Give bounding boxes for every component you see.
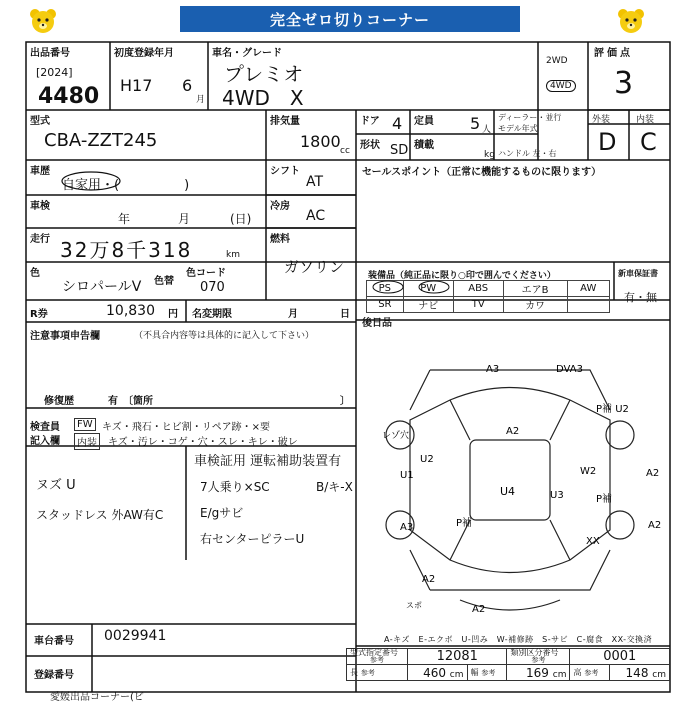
shape-value: SD	[390, 143, 409, 158]
circle-mark-icon	[370, 280, 406, 294]
height-unit: cm	[652, 669, 666, 680]
car-name-label: 車名・グレード	[212, 48, 282, 59]
fw-items: キズ・飛石・ヒビ割・リペア跡・×要	[102, 422, 270, 433]
mark-a2-bottom: A2	[422, 574, 436, 585]
ext-label: 外装	[592, 115, 611, 125]
circle-mark-icon	[60, 170, 122, 192]
height-sub: 参考	[584, 669, 599, 677]
remark-left1: ヌズ U	[36, 478, 76, 493]
first-reg-month: 6	[182, 76, 193, 95]
repair-label: 修復歴	[44, 396, 74, 407]
inspection-label: 車検	[30, 201, 50, 212]
type-desig-sub: 参考	[370, 656, 384, 664]
equipment-label: 装備品（純正品に限り○印で囲んでください）	[368, 271, 556, 281]
length-value: 460	[423, 665, 446, 680]
registration-label: 登録番号	[34, 670, 74, 681]
model-year-label: モデル年式	[498, 124, 538, 133]
mark-a3-top: A3	[486, 364, 500, 375]
mark-u2-left: U2	[420, 454, 434, 465]
car-name: プレミオ	[224, 62, 304, 86]
recycle-label: R券	[30, 309, 48, 320]
equip-leather: カワ	[503, 297, 567, 313]
sales-point-label: セールスポイント（正常に機能するものに限ります）	[362, 167, 602, 178]
shape-label: 形状	[360, 140, 380, 151]
warranty-label: 新車保証書	[618, 269, 658, 278]
first-reg-year: H17	[120, 76, 153, 95]
mark-a2-right2: A2	[648, 520, 662, 531]
recycle-unit: 円	[168, 309, 178, 320]
doors-label: ドア	[360, 116, 380, 127]
repair-close: 〕	[340, 396, 350, 407]
length-sub: 参考	[360, 669, 375, 677]
shift-label: シフト	[270, 166, 300, 177]
mark-a2-front: A2	[506, 426, 520, 437]
class-sub: 参考	[531, 656, 546, 664]
ac-value: AC	[306, 208, 326, 224]
mark-u3: U3	[550, 490, 564, 501]
vehicle-type-label: 車歴	[30, 166, 50, 177]
displacement-label: 排気量	[270, 116, 300, 127]
width-unit: cm	[552, 669, 567, 680]
ac-label: 冷房	[270, 201, 290, 212]
type-desig-label: 型式指定番号	[350, 648, 398, 657]
width-sub: 参考	[481, 669, 496, 677]
handle-label: ハンドル 左・右	[498, 149, 557, 158]
first-reg-month-unit: 月	[196, 95, 206, 105]
fw-label: FW	[74, 418, 96, 431]
car-grade: 4WD X	[222, 86, 304, 110]
mileage-value: 32万8千318	[60, 238, 193, 262]
mark-slide: レゾ穴	[382, 431, 410, 441]
height-value: 148	[625, 665, 649, 680]
int-label: 内装	[636, 115, 655, 125]
rear-seat-label: 後日品	[362, 318, 392, 329]
ext-value: D	[598, 128, 617, 156]
remark-line4: E/gサビ	[200, 506, 244, 520]
score-value: 3	[614, 66, 634, 101]
dealer-label: ディーラー・並行	[498, 113, 562, 122]
mark-xx: XX	[586, 536, 600, 547]
first-reg-label: 初度登録年月	[114, 48, 174, 59]
vehicle-type-value: 自家用・( )	[62, 178, 190, 193]
length-label: 長	[350, 668, 358, 677]
equip-aw: AW	[567, 281, 610, 297]
doors-value: 4	[392, 114, 403, 133]
lot-label: 出品番号	[30, 48, 70, 59]
circle-mark-icon	[416, 280, 452, 294]
chassis-value: 0029941	[104, 628, 167, 644]
mark-u4: U4	[500, 485, 516, 498]
mark-pkai-u2: P補 U2	[596, 404, 629, 415]
height-label: 高	[573, 668, 582, 677]
remark-line5: 右センターピラーU	[200, 532, 305, 546]
fuel-label: 燃料	[270, 234, 290, 245]
chassis-label: 車台番号	[34, 636, 74, 647]
load-unit: kg	[484, 150, 495, 160]
mark-dva3: DVA3	[556, 364, 583, 375]
capacity-value: 5	[470, 114, 481, 133]
mileage-unit: km	[226, 250, 240, 260]
capacity-label: 定員	[414, 116, 434, 127]
equip-airbag: エアB	[503, 281, 567, 297]
drive-4wd: 4WD	[546, 80, 576, 92]
drive-2wd: 2WD	[546, 56, 568, 66]
model-label: 型式	[30, 116, 50, 127]
length-unit: cm	[449, 669, 464, 680]
footer-text: 愛媛出品コーナー(ビ	[50, 692, 144, 703]
color-code: 070	[200, 280, 225, 295]
equip-ps: PS	[367, 281, 404, 297]
load-label: 積載	[414, 140, 434, 151]
class-label: 類別区分番号	[510, 648, 559, 657]
warranty-value: 有・無	[624, 291, 657, 304]
score-label: 評価点	[594, 48, 633, 59]
lot-number: 4480	[38, 84, 100, 109]
width-label: 幅	[470, 668, 479, 677]
int-value: C	[640, 128, 657, 156]
displacement-unit: cc	[340, 146, 350, 156]
notes-sub: （不具合内容等は具体的に記入して下さい）	[134, 331, 315, 341]
equip-navi: ナビ	[403, 297, 453, 313]
mark-pkai-right: P補	[596, 494, 613, 505]
lot-year: [2024]	[36, 66, 73, 79]
mark-a3-left: A3	[400, 522, 414, 533]
remark-line3: B/キ-X	[316, 480, 353, 494]
equip-pw: PW	[403, 281, 453, 297]
int-items-label: 内装	[74, 433, 100, 450]
remark-line1: 車検証用 運転補助装置有	[194, 454, 342, 469]
color-value: シロパールV	[62, 279, 142, 295]
model-value: CBA-ZZT245	[44, 130, 158, 151]
inspection-year-unit: 年	[118, 212, 131, 226]
shift-value: AT	[306, 174, 324, 190]
int-items: キズ・汚レ・コゲ・穴・スレ・キレ・破レ	[108, 437, 298, 448]
notes-label: 注意事項申告欄	[30, 331, 100, 342]
name-change-month: 月	[288, 309, 298, 320]
inspector-label: 検査員	[30, 422, 60, 433]
fuel-value: ガソリン	[284, 258, 345, 276]
equip-empty	[567, 297, 610, 313]
repair-value: 有 〔箇所	[108, 396, 153, 407]
equip-tv: TV	[453, 297, 503, 313]
mark-u1-left: U1	[400, 470, 414, 481]
mark-pkai-center: P補	[456, 518, 473, 529]
name-change-label: 名変期限	[192, 309, 232, 320]
mark-spo: スポ	[406, 601, 422, 610]
car-damage-diagram	[360, 330, 670, 630]
mark-a2-bottom2: A2	[472, 604, 486, 615]
displacement-value: 1800	[300, 132, 341, 151]
recycle-value: 10,830	[106, 303, 155, 319]
equip-abs: ABS	[453, 281, 503, 297]
mark-a2-right: A2	[646, 468, 660, 479]
spec-table	[346, 648, 670, 681]
inspection-day-unit: (日)	[230, 212, 252, 226]
mileage-label: 走行	[30, 234, 50, 245]
width-value: 169	[526, 665, 549, 680]
class-value: 0001	[570, 649, 670, 665]
color-label: 色	[30, 268, 40, 279]
name-change-day: 日	[340, 309, 350, 320]
equip-sr: SR	[367, 297, 404, 313]
damage-legend: A-キズ E-エクボ U-凹み W-補修跡 S-サビ C-腐食 XX-交換済	[384, 635, 653, 644]
capacity-unit: 人	[482, 125, 492, 135]
inspector-label2: 記入欄	[30, 436, 60, 447]
remark-left2: スタッドレス 外AW有C	[36, 508, 164, 522]
header-title: 完全ゼロ切りコーナー	[180, 6, 520, 32]
remark-line2: 7人乗り×SC	[200, 480, 270, 494]
mark-w2: W2	[580, 466, 597, 477]
type-desig-value: 12081	[408, 649, 507, 665]
color-code-label: 色コード	[186, 268, 226, 279]
inspection-month-unit: 月	[178, 212, 191, 226]
color-change-label: 色替	[154, 276, 174, 287]
